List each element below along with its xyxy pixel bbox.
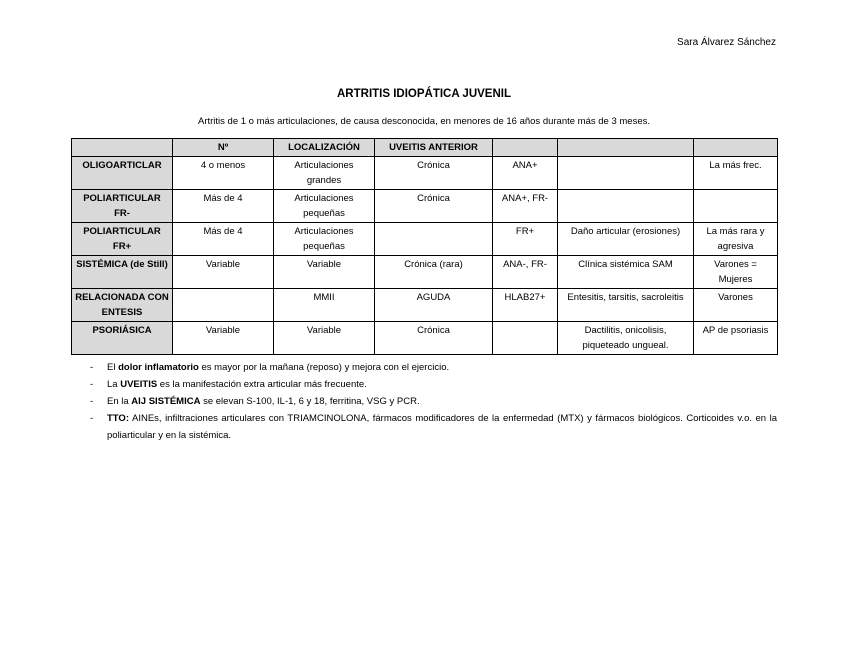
table-header-row: [72, 139, 778, 157]
table-cell: Variable: [274, 322, 375, 355]
table-cell: Clínica sistémica SAM: [558, 256, 694, 289]
table-cell: [493, 322, 558, 355]
classification-table: [71, 138, 778, 355]
table-cell: Entesitis, tarsitis, sacroleitis: [558, 289, 694, 322]
table-row: [72, 223, 778, 256]
table-cell: AGUDA: [375, 289, 493, 322]
bullet-dash: -: [90, 413, 94, 424]
note-text: El dolor inflamatorio es mayor por la mañana (reposo) y mejora con el ejercicio.: [107, 362, 450, 373]
page-subtitle: Artritis de 1 o más articulaciones, de causa desconocida, en menores de 16 años durante más de 3 meses.: [197, 116, 651, 127]
page-title: ARTRITIS IDIOPÁTICA JUVENIL: [337, 88, 511, 100]
table-cell: [558, 190, 694, 223]
table-cell: La más rara y agresiva: [694, 223, 778, 256]
table-cell: [558, 157, 694, 190]
table-row: [72, 289, 778, 322]
header-cell: [694, 139, 778, 157]
table-cell: Varones: [694, 289, 778, 322]
row-header-cell: POLIARTICULAR FR+: [72, 223, 173, 256]
list-item: [90, 393, 777, 410]
row-header-cell: PSORIÁSICA: [72, 322, 173, 355]
row-header-cell: SISTÉMICA (de Still): [72, 256, 173, 289]
header-cell: Nº: [173, 139, 274, 157]
header-cell: UVEITIS ANTERIOR: [375, 139, 493, 157]
header-cell: [493, 139, 558, 157]
table-cell: Crónica: [375, 157, 493, 190]
row-header-cell: OLIGOARTICLAR: [72, 157, 173, 190]
table-cell: MMII: [274, 289, 375, 322]
table-cell: 4 o menos: [173, 157, 274, 190]
header-cell: [558, 139, 694, 157]
table-cell: ANA-, FR-: [493, 256, 558, 289]
table-row: [72, 256, 778, 289]
table-cell: [173, 289, 274, 322]
table-cell: AP de psoriasis: [694, 322, 778, 355]
table-cell: Articulaciones grandes: [274, 157, 375, 190]
table-cell: Más de 4: [173, 223, 274, 256]
bullet-dash: -: [90, 362, 94, 373]
table-cell: HLAB27+: [493, 289, 558, 322]
author-name: Sara Álvarez Sánchez: [677, 37, 776, 48]
table-cell: ANA+: [493, 157, 558, 190]
bullet-dash: -: [90, 379, 94, 390]
note-text: La UVEITIS es la manifestación extra articular más frecuente.: [107, 379, 367, 390]
table-cell: Varones = Mujeres: [694, 256, 778, 289]
table-cell: Crónica: [375, 322, 493, 355]
table-cell: Más de 4: [173, 190, 274, 223]
table-cell: Variable: [173, 322, 274, 355]
table-cell: La más frec.: [694, 157, 778, 190]
table-cell: Crónica (rara): [375, 256, 493, 289]
row-header-cell: POLIARTICULAR FR-: [72, 190, 173, 223]
bullet-dash: -: [90, 396, 94, 407]
table-cell: FR+: [493, 223, 558, 256]
table-cell: Articulaciones pequeñas: [274, 223, 375, 256]
table-row: [72, 322, 778, 355]
table-cell: [694, 190, 778, 223]
list-item: [90, 359, 777, 376]
header-cell: [72, 139, 173, 157]
note-text: TTO: AINEs, infiltraciones articulares con TRIAMCINOLONA, fármacos modificadores de la enfermedad (MTX) y fármacos biológicos. Corticoides v.o. en la poliarticular y en la sistémica.: [107, 413, 777, 441]
table-row: [72, 190, 778, 223]
row-header-cell: RELACIONADA CON ENTESIS: [72, 289, 173, 322]
list-item: [90, 376, 777, 393]
header-cell: LOCALIZACIÓN: [274, 139, 375, 157]
table-cell: Articulaciones pequeñas: [274, 190, 375, 223]
table-row: [72, 157, 778, 190]
table-cell: Daño articular (erosiones): [558, 223, 694, 256]
notes-list: [90, 359, 777, 444]
table-cell: Variable: [274, 256, 375, 289]
list-item: [90, 410, 777, 444]
table-cell: Dactilitis, onicolisis, piqueteado ungueal.: [558, 322, 694, 355]
table-cell: Variable: [173, 256, 274, 289]
table-cell: ANA+, FR-: [493, 190, 558, 223]
table-cell: Crónica: [375, 190, 493, 223]
table-cell: [375, 223, 493, 256]
note-text: En la AIJ SISTÉMICA se elevan S-100, IL-1, 6 y 18, ferritina, VSG y PCR.: [107, 396, 420, 407]
